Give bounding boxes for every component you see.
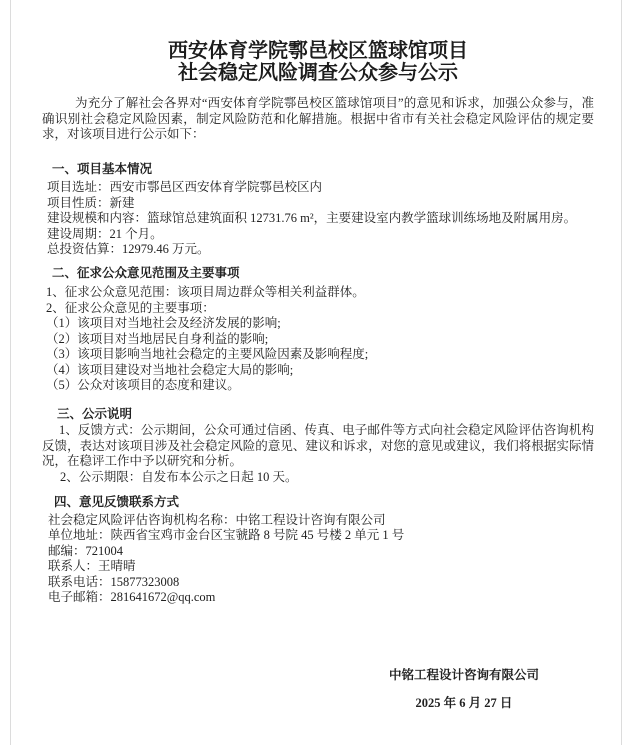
contact-email-line: 电子邮箱：281641672@qq.com <box>48 590 216 604</box>
section1-heading: 一、项目基本情况 <box>52 161 153 176</box>
publicity-period-line: 2、公示期限：自发布本公示之日起 10 天。 <box>60 469 298 484</box>
project-period-line: 建设周期：21 个月。 <box>47 226 163 241</box>
agency-name-line: 社会稳定风险评估咨询机构名称：中铭工程设计咨询有限公司 <box>48 512 386 527</box>
section2-body <box>42 285 594 394</box>
matter-item-2: （2）该项目对当地居民自身利益的影响; <box>46 331 269 346</box>
project-nature-line: 项目性质：新建 <box>47 195 135 210</box>
project-investment-line: 总投资估算：12979.46 万元。 <box>47 242 210 256</box>
postcode-line: 邮编：721004 <box>48 543 124 558</box>
contact-phone-line: 联系电话：15877323008 <box>48 574 180 589</box>
signature-date: 2025 年 6 月 27 日 <box>415 696 513 710</box>
opinion-matters-line: 2、征求公众意见的主要事项： <box>46 300 215 315</box>
opinion-scope-line: 1、征求公众意见范围：该项目周边群众等相关利益群体。 <box>46 285 365 299</box>
section1-body <box>42 180 594 258</box>
page-right-edge-line <box>621 0 622 745</box>
title-line-1: 西安体育学院鄠邑校区篮球馆项目 <box>168 40 468 62</box>
matter-item-3: （3）该项目影响当地社会稳定的主要风险因素及影响程度; <box>46 347 369 361</box>
document-content <box>42 0 594 712</box>
section4-body <box>42 513 594 606</box>
document-title <box>42 40 594 84</box>
project-location-line: 项目选址：西安市鄠邑区西安体育学院鄠邑校区内 <box>47 180 323 194</box>
project-scale-line: 建设规模和内容：篮球馆总建筑面积 12731.76 m²，主要建设室内教学篮球训练场地及附属用房。 <box>47 211 577 225</box>
contact-person-line: 联系人：王晴晴 <box>48 559 136 573</box>
signature-block <box>359 668 569 712</box>
signature-company: 中铭工程设计咨询有限公司 <box>388 667 539 682</box>
page-left-edge-line <box>10 0 11 745</box>
matter-item-1: （1）该项目对当地社会及经济发展的影响; <box>46 316 281 330</box>
section2-heading: 二、征求公众意见范围及主要事项 <box>52 265 240 280</box>
intro-paragraph: 为充分了解社会各界对“西安体育学院鄠邑校区篮球馆项目”的意见和诉求，加强公众参与，准确识别社会稳定风险因素，制定风险防范和化解措施。根据中省市有关社会稳定风险评估的规定要求，对该项目进行公示如下： <box>42 96 594 141</box>
section3-heading: 三、公示说明 <box>57 406 133 421</box>
agency-address-line: 单位地址：陕西省宝鸡市金台区宝虢路 8 号院 45 号楼 2 单元 1 号 <box>48 528 405 542</box>
section4-heading: 四、意见反馈联系方式 <box>54 495 180 509</box>
title-line-2: 社会稳定风险调查公众参与公示 <box>178 62 458 84</box>
matter-item-5: （5）公众对该项目的态度和建议。 <box>46 378 240 392</box>
matter-item-4: （4）该项目建设对当地社会稳定大局的影响; <box>46 362 294 377</box>
feedback-method-paragraph: 1、反馈方式：公示期间，公众可通过信函、传真、电子邮件等方式向社会稳定风险评估咨询机构反馈，表达对该项目涉及社会稳定风险的意见、建议和诉求，对您的意见或建议，我们将根据实际情况，在稳评工作中予以研究和分析。 <box>42 423 594 468</box>
